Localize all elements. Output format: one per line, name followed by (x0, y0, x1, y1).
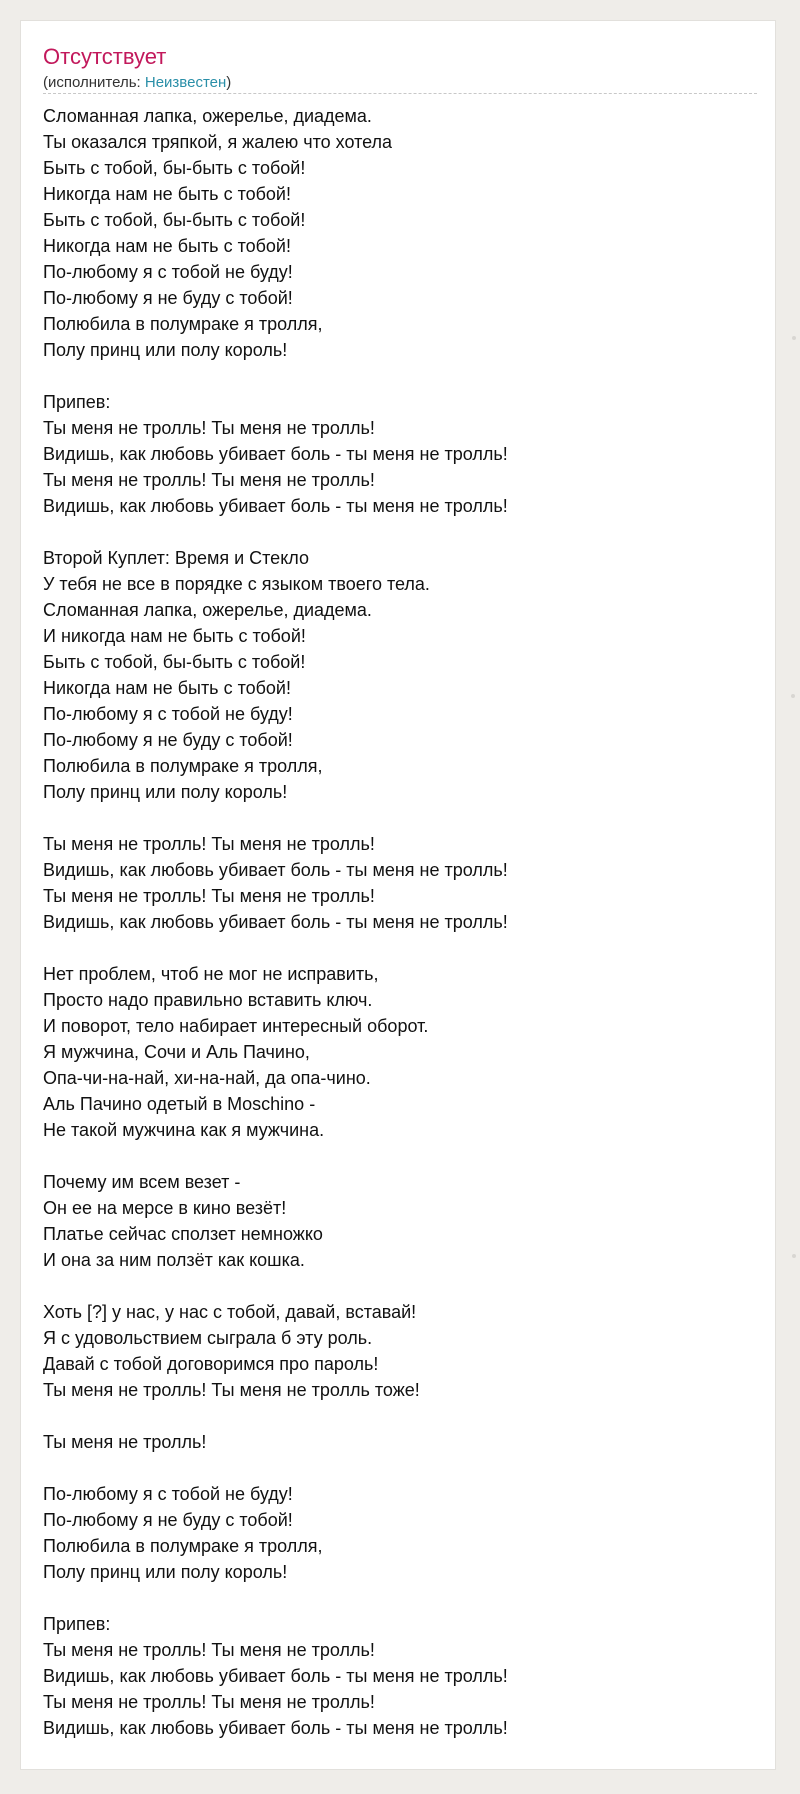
lyrics-line: Ты меня не тролль! Ты меня не тролль! (43, 1692, 375, 1712)
lyrics-line: По-любому я с тобой не буду! (43, 704, 293, 724)
lyrics-line: Почему им всем везет - (43, 1172, 241, 1192)
artist-line (43, 74, 757, 92)
lyrics-line: Ты меня не тролль! Ты меня не тролль! (43, 886, 375, 906)
lyrics-line: Полу принц или полу король! (43, 782, 288, 802)
lyrics-line: Я с удовольствием сыграла б эту роль. (43, 1328, 373, 1348)
lyrics-card (20, 20, 776, 1770)
lyrics-line: Быть с тобой, бы-быть с тобой! (43, 652, 306, 672)
artist-suffix: ) (226, 74, 232, 91)
lyrics-line: По-любому я с тобой не буду! (43, 262, 293, 282)
lyrics-line: Припев: (43, 1614, 111, 1634)
lyrics-line: Хоть [?] у нас, у нас с тобой, давай, вставай! (43, 1302, 417, 1322)
lyrics-line: Быть с тобой, бы-быть с тобой! (43, 210, 306, 230)
artist-prefix: (исполнитель: (43, 74, 145, 91)
lyrics-line: Видишь, как любовь убивает боль - ты меня не тролль! (43, 444, 508, 464)
lyrics-line: Полюбила в полумраке я тролля, (43, 756, 323, 776)
lyrics-line: Сломанная лапка, ожерелье, диадема. (43, 600, 372, 620)
lyrics-line: Опа-чи-на-най, хи-на-най, да опа-чино. (43, 1068, 371, 1088)
background-speck (792, 336, 796, 340)
lyrics-stanza (43, 831, 757, 935)
lyrics-line: Ты меня не тролль! Ты меня не тролль! (43, 418, 375, 438)
lyrics-line: Никогда нам не быть с тобой! (43, 184, 291, 204)
lyrics-line: Никогда нам не быть с тобой! (43, 236, 291, 256)
artist-link[interactable]: Неизвестен (144, 74, 227, 91)
background-speck (791, 694, 795, 698)
lyrics-line: Ты меня не тролль! Ты меня не тролль тоже! (43, 1380, 420, 1400)
lyrics-stanza (43, 1299, 757, 1403)
lyrics-line: Нет проблем, чтоб не мог не исправить, (43, 964, 379, 984)
lyrics-line: Быть с тобой, бы-быть с тобой! (43, 158, 306, 178)
lyrics-line: Полу принц или полу король! (43, 1562, 288, 1582)
lyrics-line: По-любому я не буду с тобой! (43, 1510, 293, 1530)
lyrics-line: Второй Куплет: Время и Стекло (43, 548, 309, 568)
lyrics-line: По-любому я не буду с тобой! (43, 288, 293, 308)
lyrics-line: Видишь, как любовь убивает боль - ты меня не тролль! (43, 1666, 508, 1686)
lyrics-line: Он ее на мерсе в кино везёт! (43, 1198, 287, 1218)
lyrics-line: И никогда нам не быть с тобой! (43, 626, 306, 646)
lyrics-line: Ты меня не тролль! Ты меня не тролль! (43, 470, 375, 490)
lyrics-line: Видишь, как любовь убивает боль - ты меня не тролль! (43, 912, 508, 932)
lyrics-line: Сломанная лапка, ожерелье, диадема. (43, 106, 372, 126)
lyrics-line: Полюбила в полумраке я тролля, (43, 1536, 323, 1556)
lyrics-line: Полюбила в полумраке я тролля, (43, 314, 323, 334)
lyrics-line: Припев: (43, 392, 111, 412)
lyrics-line: По-любому я не буду с тобой! (43, 730, 293, 750)
lyrics-stanza (43, 961, 757, 1143)
lyrics-text (43, 103, 757, 1767)
lyrics-stanza (43, 1481, 757, 1585)
lyrics-line: Ты меня не тролль! Ты меня не тролль! (43, 834, 375, 854)
lyrics-stanza (43, 1611, 757, 1741)
lyrics-line: Просто надо правильно вставить ключ. (43, 990, 373, 1010)
lyrics-line: Ты оказался тряпкой, я жалею что хотела (43, 132, 393, 152)
lyrics-line: Не такой мужчина как я мужчина. (43, 1120, 325, 1140)
lyrics-line: Платье сейчас сползет немножко (43, 1224, 323, 1244)
lyrics-line: Ты меня не тролль! (43, 1432, 207, 1452)
lyrics-line: Видишь, как любовь убивает боль - ты меня не тролль! (43, 1718, 508, 1738)
lyrics-stanza (43, 1429, 757, 1455)
lyrics-stanza (43, 1169, 757, 1273)
song-title: Отсутствует (43, 44, 167, 69)
lyrics-stanza (43, 545, 757, 805)
lyrics-stanza (43, 103, 757, 363)
lyrics-line: Аль Пачино одетый в Moschino - (43, 1094, 316, 1114)
lyrics-line: Давай с тобой договоримся про пароль! (43, 1354, 379, 1374)
background-speck (792, 1254, 796, 1258)
lyrics-line: И поворот, тело набирает интересный оборот. (43, 1016, 429, 1036)
lyrics-line: Видишь, как любовь убивает боль - ты меня не тролль! (43, 860, 508, 880)
lyrics-line: Я мужчина, Сочи и Аль Пачино, (43, 1042, 310, 1062)
lyrics-line: Никогда нам не быть с тобой! (43, 678, 291, 698)
lyrics-line: Ты меня не тролль! Ты меня не тролль! (43, 1640, 375, 1660)
lyrics-stanza (43, 389, 757, 519)
lyrics-line: По-любому я с тобой не буду! (43, 1484, 293, 1504)
song-header (43, 43, 757, 94)
lyrics-line: И она за ним ползёт как кошка. (43, 1250, 305, 1270)
lyrics-line: Полу принц или полу король! (43, 340, 288, 360)
lyrics-line: Видишь, как любовь убивает боль - ты меня не тролль! (43, 496, 508, 516)
lyrics-line: У тебя не все в порядке с языком твоего тела. (43, 574, 430, 594)
